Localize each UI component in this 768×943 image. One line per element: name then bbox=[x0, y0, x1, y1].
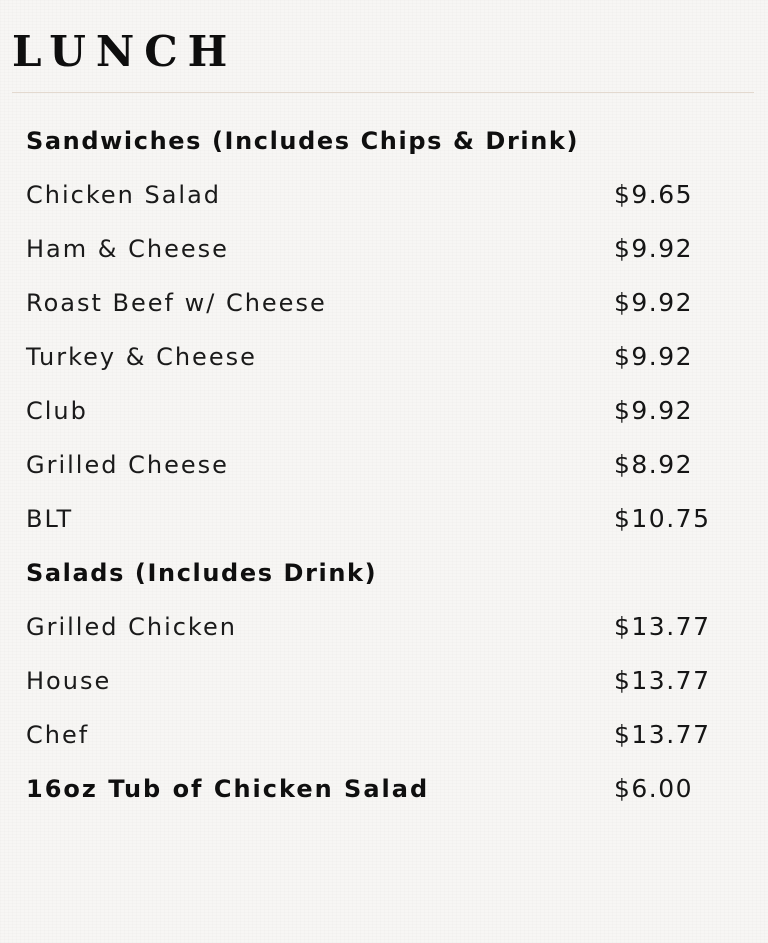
item-name: Club bbox=[26, 397, 88, 425]
menu-item-turkey-cheese bbox=[26, 330, 726, 384]
page-title: LUNCH bbox=[12, 27, 238, 76]
section-heading-sandwiches: Sandwiches (Includes Chips & Drink) bbox=[26, 127, 580, 155]
menu-item-blt bbox=[26, 492, 726, 546]
item-name: House bbox=[26, 667, 112, 695]
menu-item-tub-chicken-salad bbox=[26, 762, 726, 816]
item-name: 16oz Tub of Chicken Salad bbox=[26, 775, 430, 803]
item-price: $13.77 bbox=[614, 666, 711, 695]
item-name: Chef bbox=[26, 721, 90, 749]
item-name: Chicken Salad bbox=[26, 181, 222, 209]
item-name: Turkey & Cheese bbox=[26, 343, 257, 371]
menu-item-roast-beef bbox=[26, 276, 726, 330]
menu-item-chef bbox=[26, 708, 726, 762]
item-name: Roast Beef w/ Cheese bbox=[26, 289, 327, 317]
menu-item-club bbox=[26, 384, 726, 438]
item-name: Ham & Cheese bbox=[26, 235, 229, 263]
lunch-menu bbox=[26, 114, 726, 816]
title-divider bbox=[12, 92, 754, 93]
menu-item-chicken-salad bbox=[26, 168, 726, 222]
item-name: Grilled Cheese bbox=[26, 451, 229, 479]
item-name: BLT bbox=[26, 505, 74, 533]
menu-item-ham-cheese bbox=[26, 222, 726, 276]
item-price: $10.75 bbox=[614, 504, 711, 533]
item-price: $13.77 bbox=[614, 720, 711, 749]
section-heading-salads: Salads (Includes Drink) bbox=[26, 559, 378, 587]
item-price: $8.92 bbox=[614, 450, 694, 479]
menu-item-grilled-cheese bbox=[26, 438, 726, 492]
menu-item-grilled-chicken bbox=[26, 600, 726, 654]
item-price: $9.92 bbox=[614, 234, 694, 263]
menu-item-house bbox=[26, 654, 726, 708]
item-price: $9.92 bbox=[614, 288, 694, 317]
item-name: Grilled Chicken bbox=[26, 613, 237, 641]
item-price: $13.77 bbox=[614, 612, 711, 641]
item-price: $9.65 bbox=[614, 180, 694, 209]
item-price: $9.92 bbox=[614, 396, 694, 425]
item-price: $6.00 bbox=[614, 774, 694, 803]
item-price: $9.92 bbox=[614, 342, 694, 371]
